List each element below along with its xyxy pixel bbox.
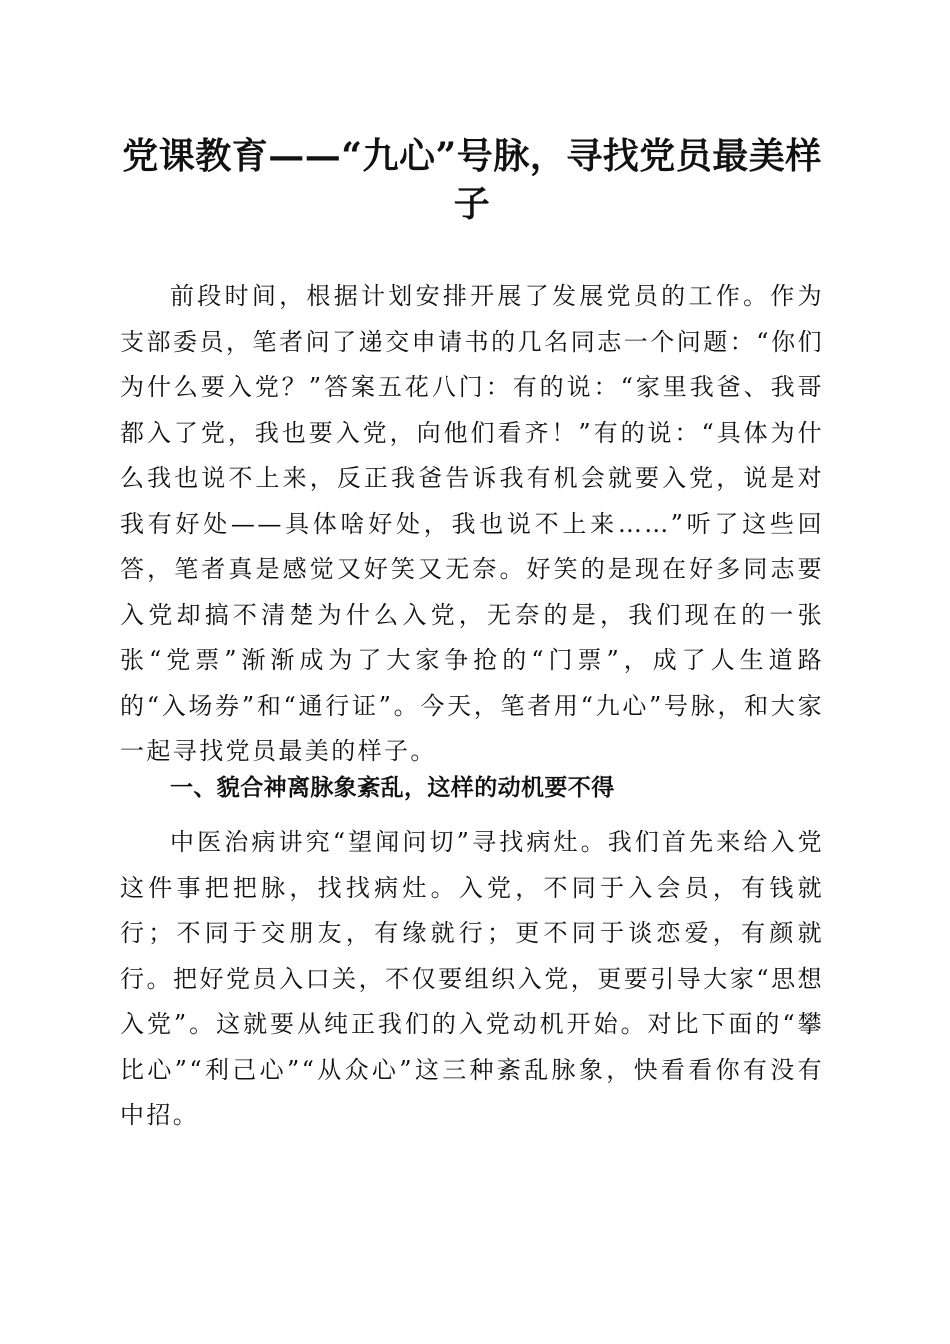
intro-paragraph: 前段时间，根据计划安排开展了发展党员的工作。作为支部委员，笔者问了递交申请书的几名同志一个问题：“你们为什么要入党？”答案五花八门：有的说：“家里我爸、我哥都入了党，我也要入党，向他们看齐！”有的说：“具体为什么我也说不上来，反正我爸告诉我有机会就要入党，说是对我有好处——具体啥好处，我也说不上来……”听了这些回答，笔者真是感觉又好笑又无奈。好笑的是现在好多同志要入党却搞不清楚为什么入党，无奈的是，我们现在的一张张“党票”渐渐成为了大家争抢的“门票”，成了人生道路的“入场券”和“通行证”。今天，笔者用“九心”号脉，和大家一起寻找党员最美的样子。 [120, 282, 824, 765]
section-paragraph: 中医治病讲究“望闻问切”寻找病灶。我们首先来给入党这件事把把脉，找找病灶。入党，不同于入会员，有钱就行；不同于交朋友，有缘就行；更不同于谈恋爱，有颜就行。把好党员入口关，不仅要组织入党，更要引导大家“思想入党”。这就要从纯正我们的入党动机开始。对比下面的“攀比心”“利己心”“从众心”这三种紊乱脉象，快看看你有没有中招。 [120, 828, 824, 1129]
section-heading: 一、貌合神离脉象紊乱，这样的动机要不得 [170, 775, 615, 801]
document-title: 党课教育——“九心”号脉，寻找党员最美样子 [122, 135, 822, 225]
